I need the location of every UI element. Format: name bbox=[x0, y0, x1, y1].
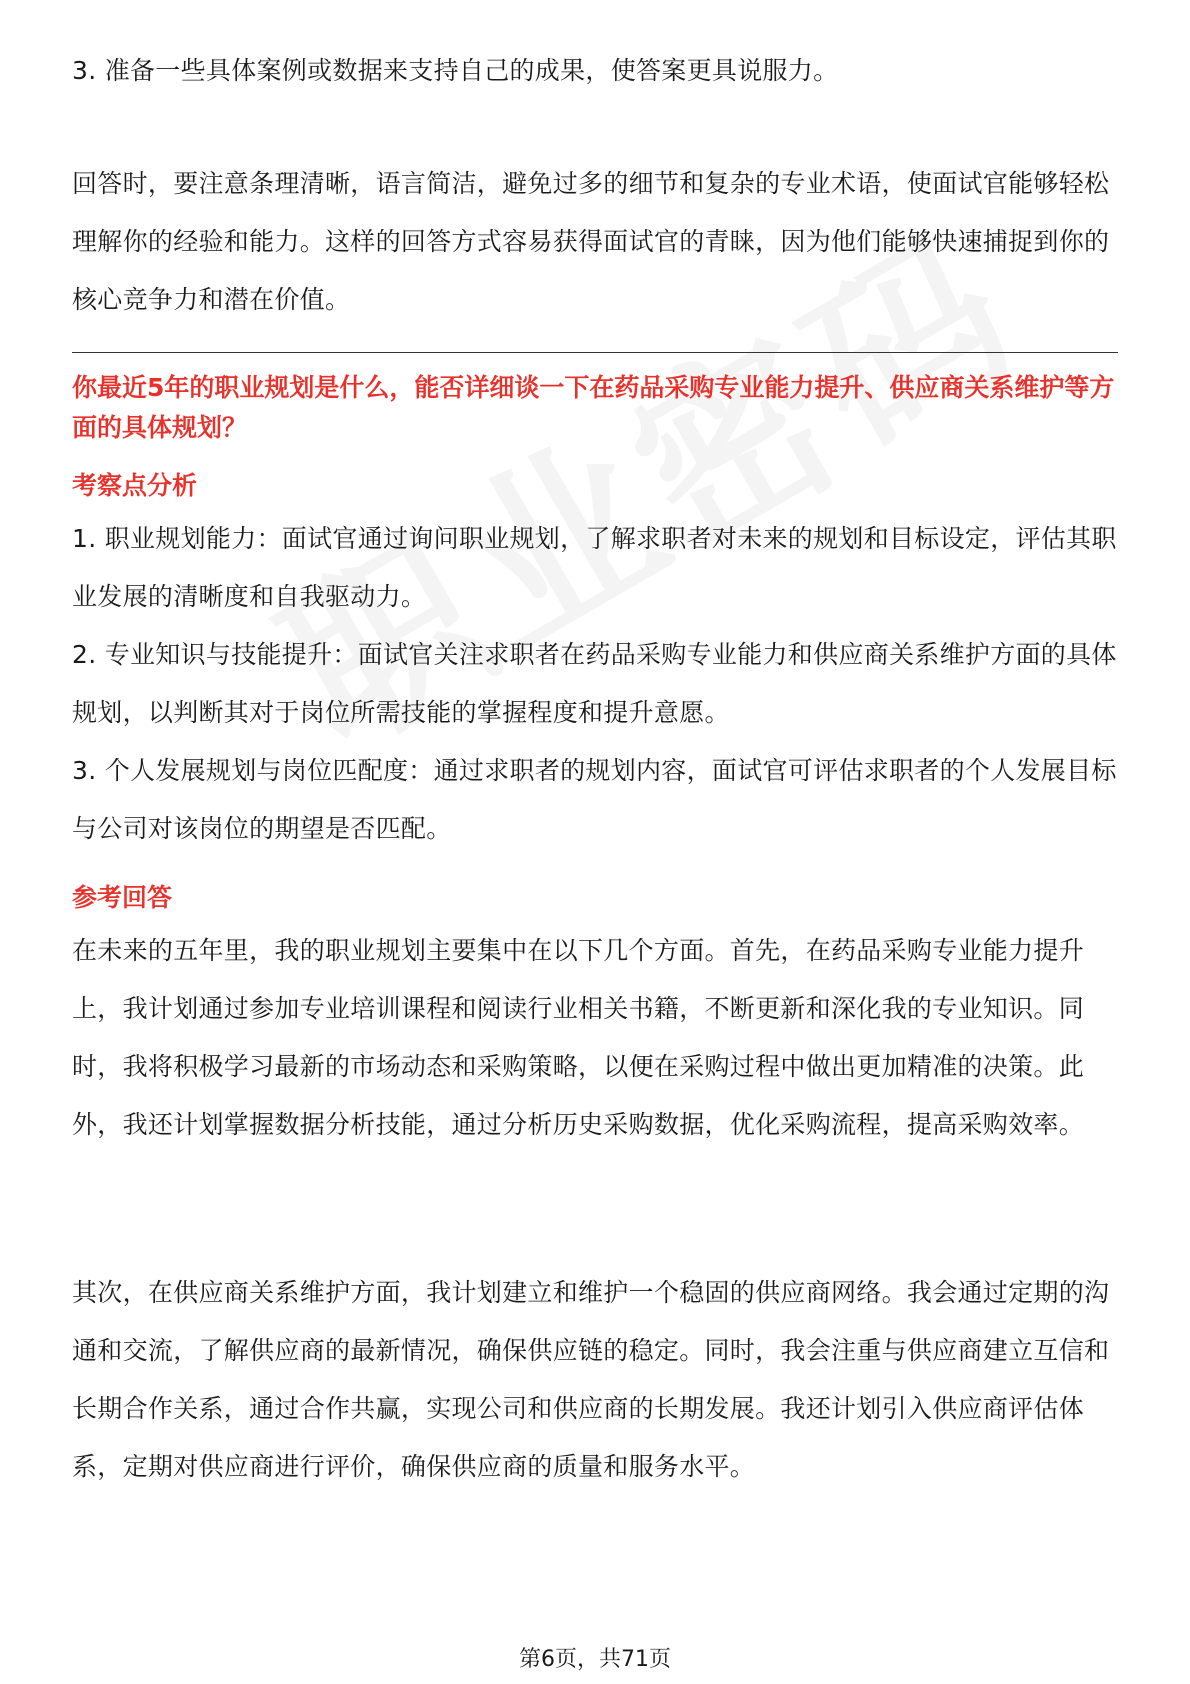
analysis-item-3: 3. 个人发展规划与岗位匹配度：通过求职者的规划内容，面试官可评估求职者的个人发展目标与公司对该岗位的期望是否匹配。 bbox=[72, 756, 1117, 843]
section-divider bbox=[72, 352, 1118, 353]
intro-tip: 回答时，要注意条理清晰，语言简洁，避免过多的细节和复杂的专业术语，使面试官能够轻松理解你的经验和能力。这样的回答方式容易获得面试官的青睐，因为他们能够快速捕捉到你的核心竞争力和潜在价值。 bbox=[72, 169, 1110, 314]
page-number: 第6页，共71页 bbox=[519, 1647, 671, 1672]
reference-paragraph-1: 在未来的五年里，我的职业规划主要集中在以下几个方面。首先，在药品采购专业能力提升上，我计划通过参加专业培训课程和阅读行业相关书籍，不断更新和深化我的专业知识。同时，我将积极学习最新的市场动态和采购策略，以便在采购过程中做出更加精准的决策。此外，我还计划掌握数据分析技能，通过分析历史采购数据，优化采购流程，提高采购效率。 bbox=[72, 936, 1085, 1139]
analysis-item-2: 2. 专业知识与技能提升：面试官关注求职者在药品采购专业能力和供应商关系维护方面的具体规划，以判断其对于岗位所需技能的掌握程度和提升意愿。 bbox=[72, 640, 1117, 727]
question-heading: 你最近5年的职业规划是什么，能否详细谈一下在药品采购专业能力提升、供应商关系维护等方面的具体规划？ bbox=[72, 373, 1115, 442]
analysis-list bbox=[72, 510, 1118, 858]
analysis-title: 考察点分析 bbox=[72, 471, 198, 500]
intro-point-3: 3. 准备一些具体案例或数据来支持自己的成果，使答案更具说服力。 bbox=[72, 56, 839, 85]
reference-title: 参考回答 bbox=[72, 883, 173, 912]
analysis-item-1: 1. 职业规划能力：面试官通过询问职业规划，了解求职者对未来的规划和目标设定，评估其职业发展的清晰度和自我驱动力。 bbox=[72, 524, 1117, 611]
reference-paragraph-2: 其次，在供应商关系维护方面，我计划建立和维护一个稳固的供应商网络。我会通过定期的沟通和交流，了解供应商的最新情况，确保供应链的稳定。同时，我会注重与供应商建立互信和长期合作关系，通过合作共赢，实现公司和供应商的长期发展。我还计划引入供应商评估体系，定期对供应商进行评价，确保供应商的质量和服务水平。 bbox=[72, 1278, 1110, 1481]
